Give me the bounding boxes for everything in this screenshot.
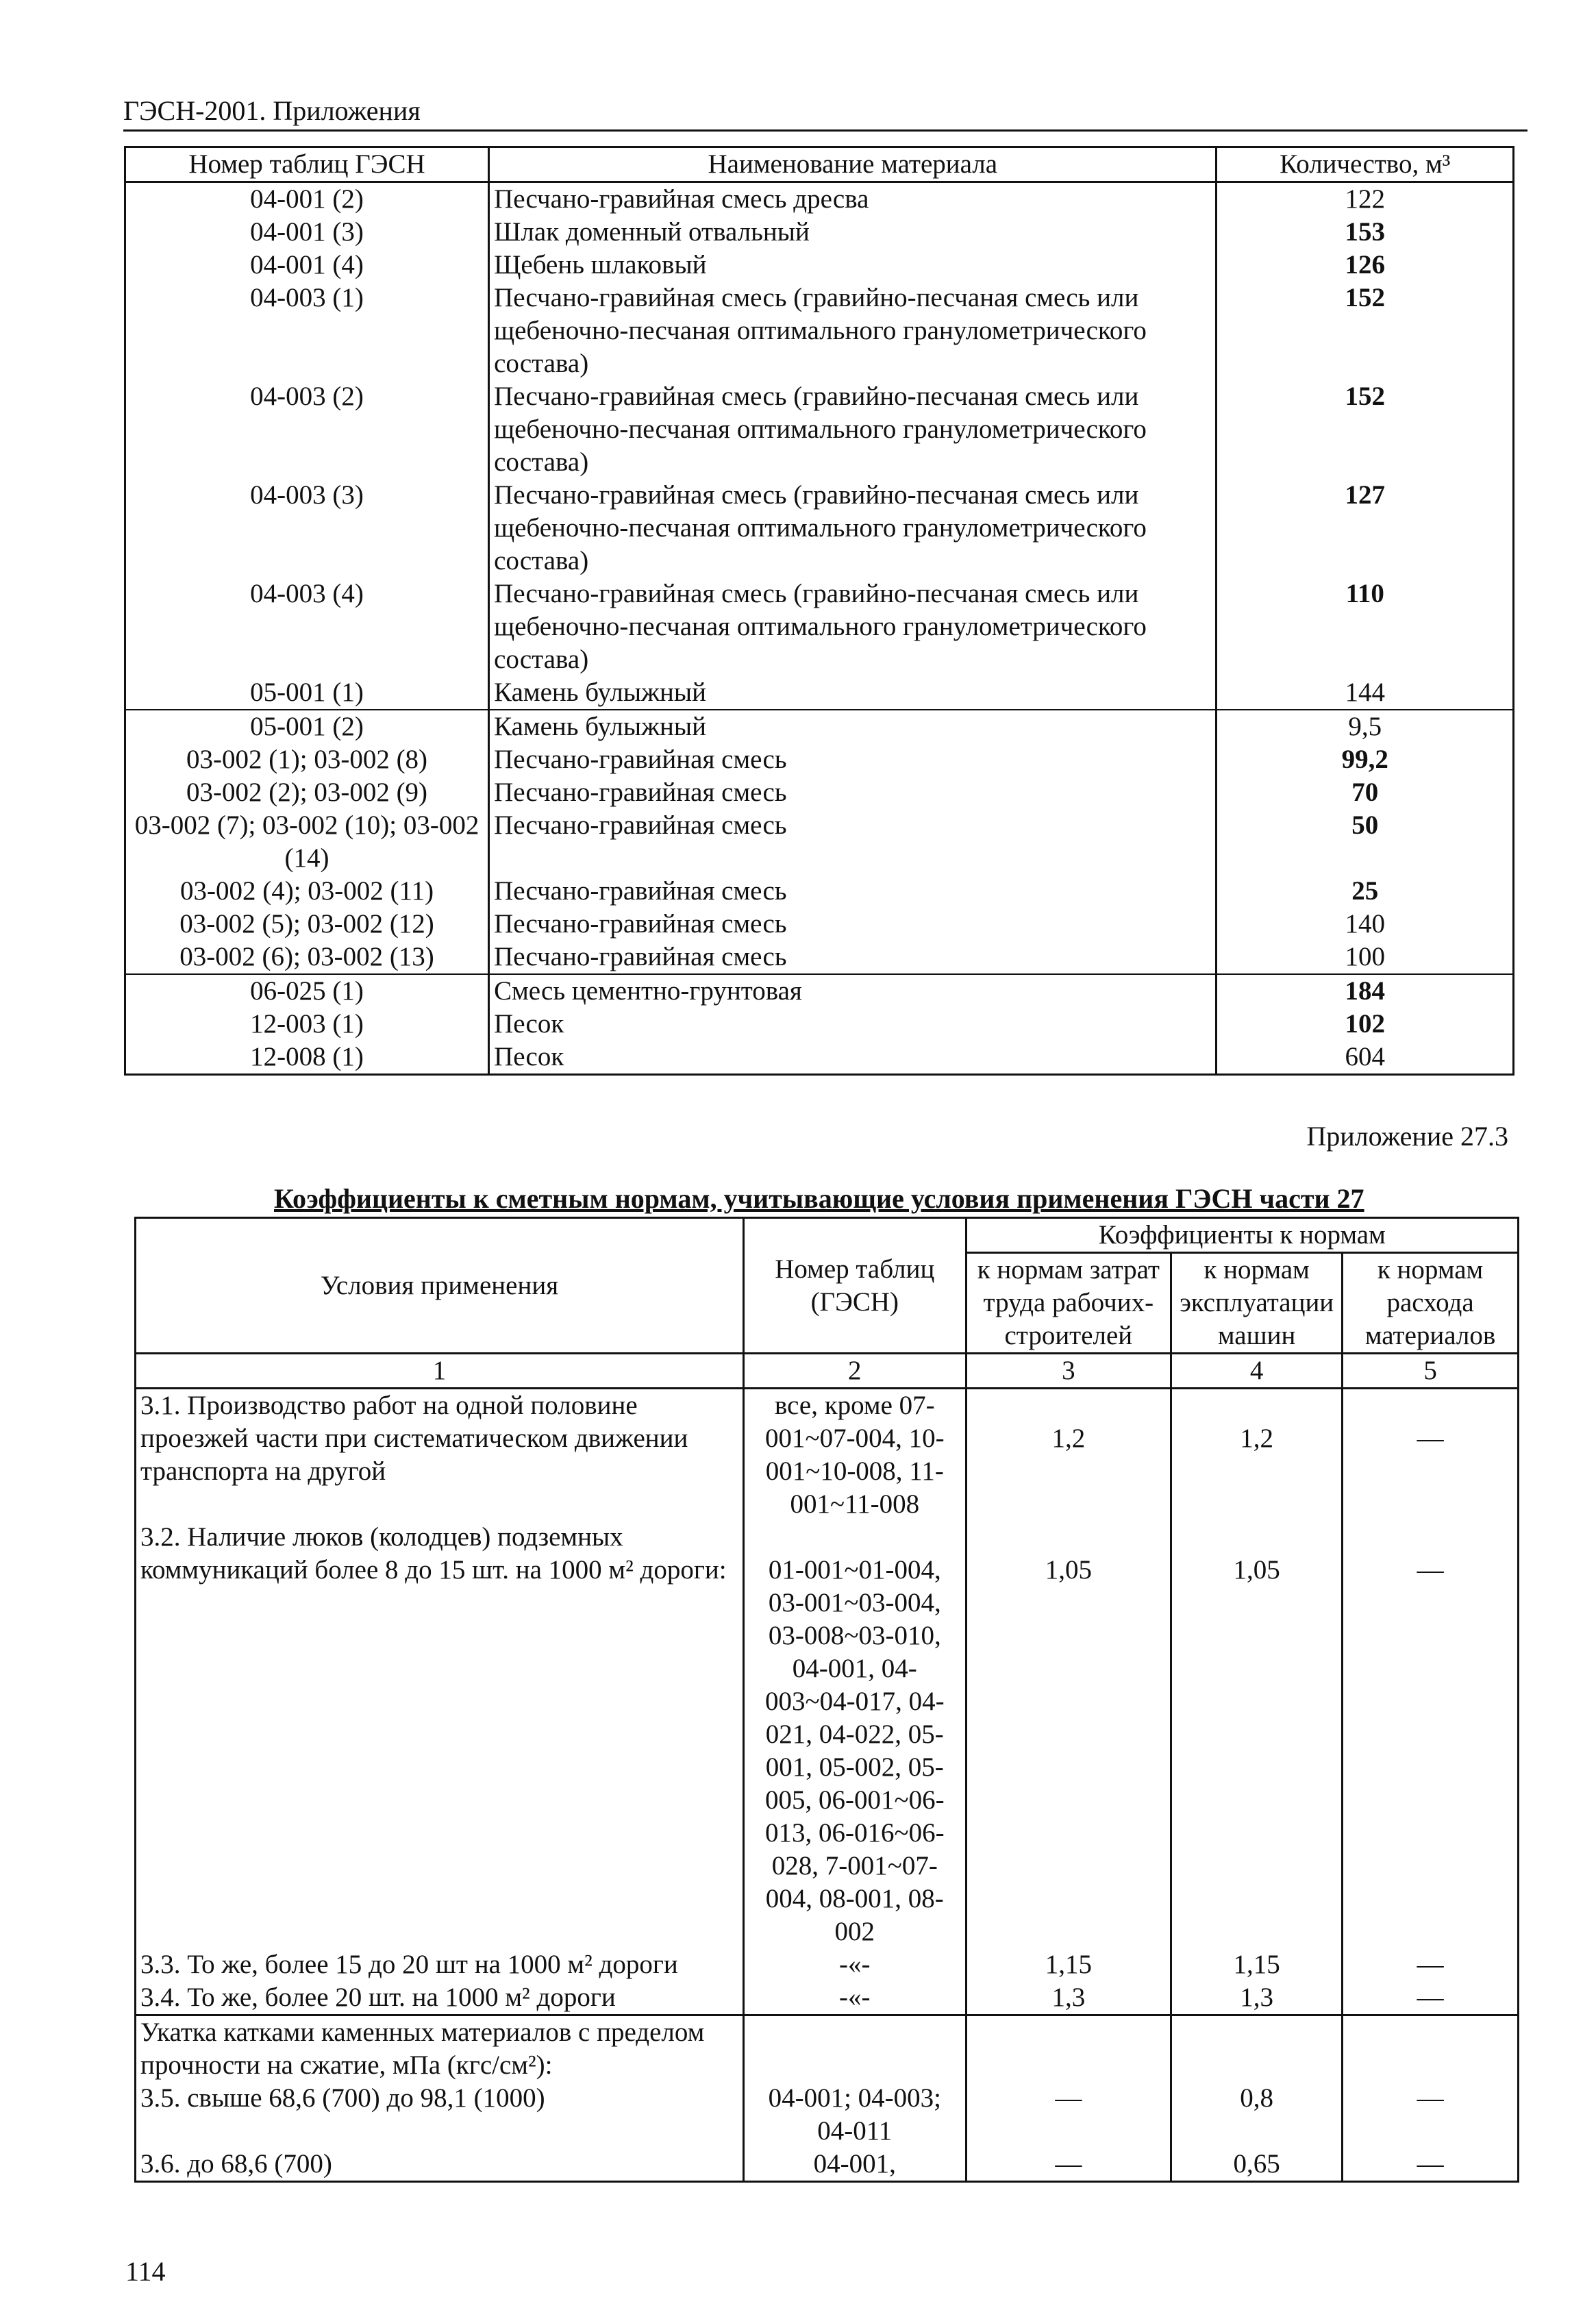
row-condition: 3.1. Производство работ на одной половине проезжей части при систематическом движении транспорта на другой — [136, 1389, 744, 1522]
row-table-number: 04-001 (2) — [125, 182, 489, 216]
row-quantity: 9,5 — [1217, 710, 1514, 743]
col-materials: к нормам расхода материалов — [1343, 1253, 1519, 1354]
col-table-number: Номер таблиц (ГЭСН) — [744, 1218, 966, 1354]
row-quantity: 122 — [1217, 182, 1514, 216]
row-table-number: 12-003 (1) — [125, 1008, 489, 1041]
table-row — [136, 1521, 1519, 1948]
row-quantity: 152 — [1217, 282, 1514, 380]
row-table-number: 04-003 (3) — [125, 479, 489, 578]
table-row — [136, 2082, 1519, 2148]
table-row — [125, 743, 1514, 776]
row-table-number: 03-002 (6); 03-002 (13) — [125, 941, 489, 974]
row-material-name: Песчано-гравийная смесь — [489, 941, 1217, 974]
row-machines-coef: 1,15 — [1171, 1948, 1343, 1981]
row-material-name: Щебень шлаковый — [489, 249, 1217, 282]
row-material-name: Песчано-гравийная смесь (гравийно-песчаная смесь или щебеночно-песчаная оптимального гранулометрического состава) — [489, 479, 1217, 578]
row-condition: 3.2. Наличие люков (колодцев) подземных коммуникаций более 8 до 15 шт. на 1000 м² дороги: — [136, 1521, 744, 1948]
column-number: 4 — [1171, 1354, 1343, 1389]
row-table-number: 05-001 (2) — [125, 710, 489, 743]
row-material-name: Песчано-гравийная смесь — [489, 743, 1217, 776]
col-material-name: Наименование материала — [489, 147, 1217, 182]
row-material-name: Песчано-гравийная смесь (гравийно-песчаная смесь или щебеночно-песчаная оптимального гранулометрического состава) — [489, 380, 1217, 479]
row-quantity: 100 — [1217, 941, 1514, 974]
row-materials-coef: — — [1343, 1981, 1519, 2015]
page-number: 114 — [125, 2256, 166, 2287]
row-labor-coef — [966, 2015, 1171, 2083]
row-materials-coef: — — [1343, 2082, 1519, 2148]
row-table-number: 03-002 (7); 03-002 (10); 03-002 (14) — [125, 809, 489, 875]
row-condition: 3.6. до 68,6 (700) — [136, 2148, 744, 2182]
row-machines-coef: 1,2 — [1171, 1389, 1343, 1522]
row-table-number: 04-003 (1) — [125, 282, 489, 380]
row-table-numbers: -«- — [744, 1981, 966, 2015]
row-table-number: 12-008 (1) — [125, 1041, 489, 1075]
table-row — [125, 908, 1514, 941]
table-row — [125, 380, 1514, 479]
row-material-name: Песок — [489, 1008, 1217, 1041]
row-table-number: 05-001 (1) — [125, 676, 489, 710]
row-quantity: 99,2 — [1217, 743, 1514, 776]
table-row — [125, 216, 1514, 249]
table-row — [125, 875, 1514, 908]
row-labor-coef: 1,05 — [966, 1521, 1171, 1948]
row-quantity: 127 — [1217, 479, 1514, 578]
row-materials-coef: — — [1343, 2148, 1519, 2182]
row-table-number: 03-002 (5); 03-002 (12) — [125, 908, 489, 941]
row-material-name: Смесь цементно-грунтовая — [489, 974, 1217, 1008]
row-table-numbers: все, кроме 07-001~07-004, 10-001~10-008, 11-001~11-008 — [744, 1389, 966, 1522]
row-condition: 3.5. свыше 68,6 (700) до 98,1 (1000) — [136, 2082, 744, 2148]
row-material-name: Песчано-гравийная смесь — [489, 908, 1217, 941]
row-table-numbers: 04-001, — [744, 2148, 966, 2182]
row-table-numbers: 01-001~01-004, 03-001~03-004, 03-008~03-010, 04-001, 04-003~04-017, 04-021, 04-022, 05-001, 05-002, 05-005, 06-001~06-013, 06-016~06-028, 7-001~07-004, 08-001, 08-002 — [744, 1521, 966, 1948]
table-row — [125, 249, 1514, 282]
column-number: 1 — [136, 1354, 744, 1389]
row-material-name: Камень булыжный — [489, 676, 1217, 710]
table-row — [125, 941, 1514, 974]
row-labor-coef: — — [966, 2082, 1171, 2148]
row-table-number: 03-002 (1); 03-002 (8) — [125, 743, 489, 776]
row-materials-coef: — — [1343, 1389, 1519, 1522]
row-condition: 3.3. То же, более 15 до 20 шт на 1000 м² дороги — [136, 1948, 744, 1981]
row-materials-coef: — — [1343, 1948, 1519, 1981]
table-row — [125, 282, 1514, 380]
coefficients-table — [134, 1217, 1519, 2183]
col-labor: к нормам затрат труда рабочих-строителей — [966, 1253, 1171, 1354]
col-quantity: Количество, м³ — [1217, 147, 1514, 182]
row-machines-coef: 0,8 — [1171, 2082, 1343, 2148]
col-coefficients-group: Коэффициенты к нормам — [966, 1218, 1519, 1253]
row-material-name: Песчано-гравийная смесь — [489, 776, 1217, 809]
table-row — [136, 2148, 1519, 2182]
row-table-numbers: 04-001; 04-003; 04-011 — [744, 2082, 966, 2148]
coefficients-table-title: Коэффициенты к сметным нормам, учитывающие условия применения ГЭСН части 27 — [274, 1183, 1364, 1214]
row-table-number: 03-002 (4); 03-002 (11) — [125, 875, 489, 908]
row-labor-coef: — — [966, 2148, 1171, 2182]
table-row — [136, 1948, 1519, 1981]
row-machines-coef: 0,65 — [1171, 2148, 1343, 2182]
row-material-name: Песок — [489, 1041, 1217, 1075]
row-material-name: Песчано-гравийная смесь — [489, 809, 1217, 875]
materials-table — [124, 146, 1514, 1076]
row-table-number: 04-001 (3) — [125, 216, 489, 249]
col-machines: к нормам эксплуатации машин — [1171, 1253, 1343, 1354]
row-quantity: 110 — [1217, 578, 1514, 676]
table-row — [125, 182, 1514, 216]
row-table-number: 04-003 (4) — [125, 578, 489, 676]
col-conditions: Условия применения — [136, 1218, 744, 1354]
row-quantity: 184 — [1217, 974, 1514, 1008]
table-row — [125, 776, 1514, 809]
table-row — [125, 809, 1514, 875]
table-row — [125, 479, 1514, 578]
row-labor-coef: 1,15 — [966, 1948, 1171, 1981]
table-row — [125, 1041, 1514, 1075]
row-materials-coef — [1343, 2015, 1519, 2083]
table-row — [125, 710, 1514, 743]
coefficients-header-row — [136, 1218, 1519, 1253]
column-number: 5 — [1343, 1354, 1519, 1389]
running-header: ГЭСН-2001. Приложения — [123, 95, 1528, 132]
col-table-number: Номер таблиц ГЭСН — [125, 147, 489, 182]
row-table-number: 04-003 (2) — [125, 380, 489, 479]
row-table-numbers — [744, 2015, 966, 2083]
row-materials-coef: — — [1343, 1521, 1519, 1948]
row-machines-coef — [1171, 2015, 1343, 2083]
materials-table-header — [125, 147, 1514, 182]
row-quantity: 50 — [1217, 809, 1514, 875]
row-material-name: Песчано-гравийная смесь (гравийно-песчаная смесь или щебеночно-песчаная оптимального гранулометрического состава) — [489, 282, 1217, 380]
row-material-name: Песчано-гравийная смесь дресва — [489, 182, 1217, 216]
row-material-name: Песчано-гравийная смесь — [489, 875, 1217, 908]
row-labor-coef: 1,3 — [966, 1981, 1171, 2015]
row-machines-coef: 1,05 — [1171, 1521, 1343, 1948]
row-quantity: 144 — [1217, 676, 1514, 710]
table-row — [125, 974, 1514, 1008]
table-row — [136, 1389, 1519, 1522]
row-machines-coef: 1,3 — [1171, 1981, 1343, 2015]
row-material-name: Песчано-гравийная смесь (гравийно-песчаная смесь или щебеночно-песчаная оптимального гранулометрического состава) — [489, 578, 1217, 676]
column-number: 2 — [744, 1354, 966, 1389]
row-quantity: 604 — [1217, 1041, 1514, 1075]
row-quantity: 25 — [1217, 875, 1514, 908]
table-row — [125, 676, 1514, 710]
row-table-number: 04-001 (4) — [125, 249, 489, 282]
table-row — [125, 1008, 1514, 1041]
row-quantity: 70 — [1217, 776, 1514, 809]
row-condition: 3.4. То же, более 20 шт. на 1000 м² дороги — [136, 1981, 744, 2015]
column-number-row — [136, 1354, 1519, 1389]
row-table-number: 03-002 (2); 03-002 (9) — [125, 776, 489, 809]
row-labor-coef: 1,2 — [966, 1389, 1171, 1522]
column-number: 3 — [966, 1354, 1171, 1389]
row-quantity: 153 — [1217, 216, 1514, 249]
row-table-number: 06-025 (1) — [125, 974, 489, 1008]
appendix-label: Приложение 27.3 — [1306, 1121, 1508, 1152]
row-quantity: 102 — [1217, 1008, 1514, 1041]
row-quantity: 140 — [1217, 908, 1514, 941]
row-material-name: Шлак доменный отвальный — [489, 216, 1217, 249]
row-table-numbers: -«- — [744, 1948, 966, 1981]
table-row — [125, 578, 1514, 676]
table-row — [136, 1981, 1519, 2015]
row-material-name: Камень булыжный — [489, 710, 1217, 743]
table-row — [136, 2015, 1519, 2083]
row-condition: Укатка катками каменных материалов с пределом прочности на сжатие, мПа (кгс/см²): — [136, 2015, 744, 2083]
row-quantity: 126 — [1217, 249, 1514, 282]
row-quantity: 152 — [1217, 380, 1514, 479]
